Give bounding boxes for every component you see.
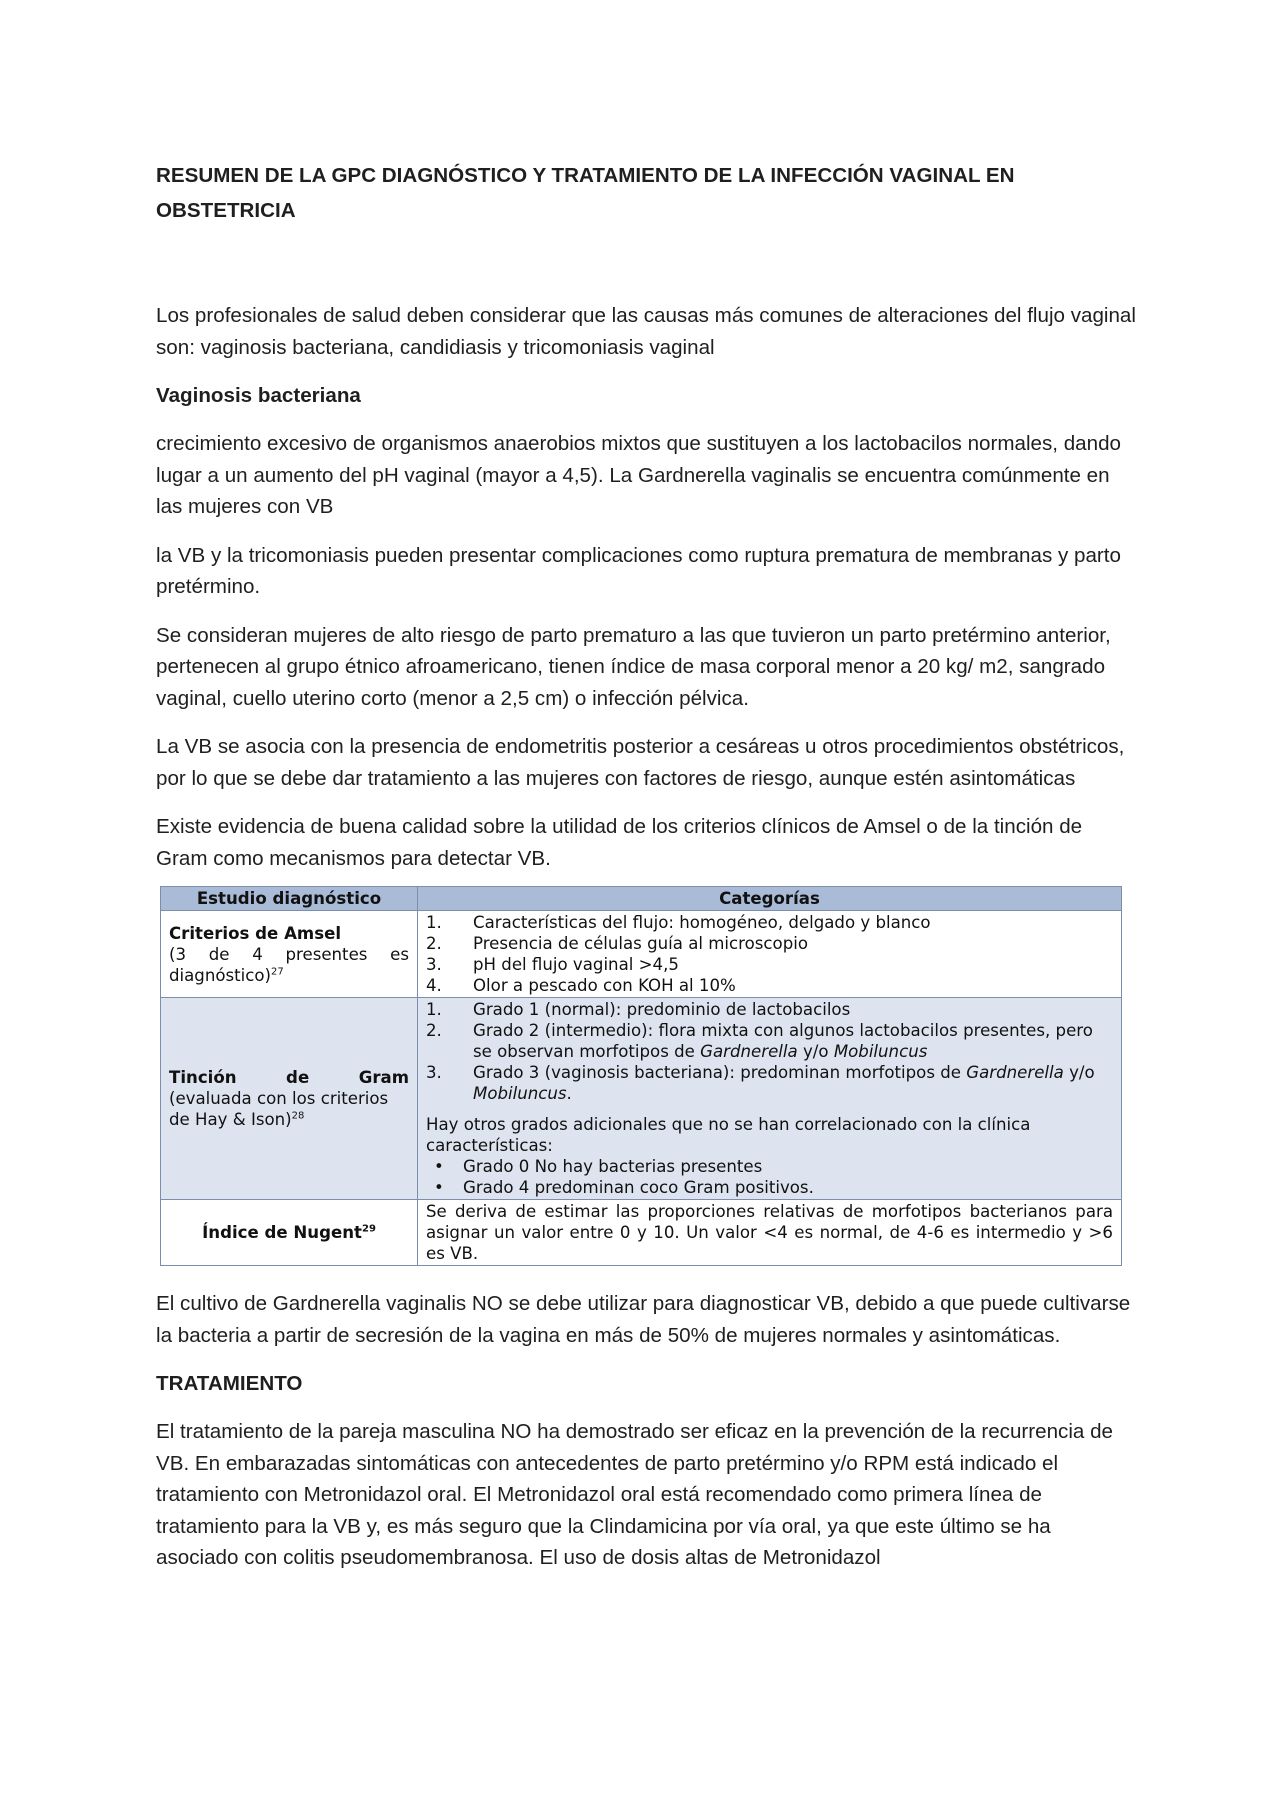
intro-paragraph: Los profesionales de salud deben considerar que las causas más comunes de alteraciones del flujo vaginal son: vaginosis bacteriana, candidiasis y tricomoniasis vaginal xyxy=(156,304,1136,359)
item-number: 3. xyxy=(426,955,442,974)
table-row-amsel xyxy=(161,911,1122,998)
item-text-part: Grado 3 (vaginosis bacteriana): predominan morfotipos de xyxy=(473,1063,967,1082)
vb-paragraph-4: La VB se asocia con la presencia de endometritis posterior a cesáreas u otros procedimientos obstétricos, por lo que se debe dar tratamiento a las mujeres con factores de riesgo, aunque estén asintomáticas xyxy=(156,735,1125,790)
list-item xyxy=(426,1062,1113,1104)
vb-paragraph-3: Se consideran mujeres de alto riesgo de parto prematuro a las que tuvieron un parto pretérmino anterior, pertenecen al grupo étnico afroamericano, tienen índice de masa corporal menor a 20 kg/ m2, sangrado vaginal, cuello uterino corto (menor a 2,5 cm) o infección pélvica. xyxy=(156,623,1111,710)
table-header-categories: Categorías xyxy=(418,887,1122,911)
table-header-study: Estudio diagnóstico xyxy=(161,887,418,911)
list-item xyxy=(426,1020,1113,1062)
amsel-ref: 27 xyxy=(271,965,284,977)
nugent-name: Índice de Nugent xyxy=(202,1223,362,1242)
item-text-part: . xyxy=(566,1084,572,1103)
amsel-note-text: (3 de 4 presentes es diagnóstico) xyxy=(169,944,409,985)
item-text-italic: Gardnerella xyxy=(700,1042,798,1061)
list-item xyxy=(426,933,1113,954)
treatment-paragraph: El tratamiento de la pareja masculina NO ha demostrado ser eficaz en la prevención de la recurrencia de VB. En embarazadas sintomáticas con antecedentes de parto pretérmino y/o RPM está indicado el tratamiento con Metronidazol oral. El Metronidazol oral está recomendado como primera línea de tratamiento para la VB y, es más seguro que la Clindamicina por vía oral, ya que este último se ha asociado con colitis pseudomembranosa. El uso de dosis altas de Metronidazol xyxy=(156,1420,1113,1569)
item-text: Olor a pescado con KOH al 10% xyxy=(473,976,736,995)
diagnostic-table-wrapper xyxy=(160,886,1136,1266)
amsel-items-cell xyxy=(418,911,1122,998)
list-item xyxy=(426,954,1113,975)
amsel-label-cell xyxy=(161,911,418,998)
item-text-italic: Gardnerella xyxy=(966,1063,1064,1082)
list-item xyxy=(426,999,1113,1020)
nugent-text: Se deriva de estimar las proporciones relativas de morfotipos bacterianos para asignar un valor entre 0 y 10. Un valor <4 es normal, de 4-6 es intermedio y >6 es VB. xyxy=(418,1200,1122,1266)
gram-note-text: (evaluada con los criterios de Hay & Ison) xyxy=(169,1089,389,1129)
gram-name: Tinción de Gram xyxy=(169,1068,409,1087)
bullet-icon: • xyxy=(434,1178,444,1197)
gram-items-cell xyxy=(418,998,1122,1200)
table-row-nugent xyxy=(161,1200,1122,1266)
amsel-name: Criterios de Amsel xyxy=(169,923,342,943)
item-text: Grado 1 (normal): predominio de lactobacilos xyxy=(473,1000,851,1019)
item-text: Características del flujo: homogéneo, delgado y blanco xyxy=(473,913,931,932)
section-heading-treatment: TRATAMIENTO xyxy=(156,1372,303,1395)
gram-bullets xyxy=(426,1156,1113,1198)
amsel-list xyxy=(426,912,1113,996)
table-header-row xyxy=(161,887,1122,911)
vb-paragraph-2: la VB y la tricomoniasis pueden presentar complicaciones como ruptura prematura de membranas y parto pretérmino. xyxy=(156,543,1121,598)
nugent-label-cell xyxy=(161,1200,418,1266)
title-spacer xyxy=(156,228,1136,300)
gram-note xyxy=(169,1088,409,1130)
item-text-italic: Mobiluncus xyxy=(473,1084,567,1103)
gram-list xyxy=(426,999,1113,1104)
item-text: Presencia de células guía al microscopio xyxy=(473,934,808,953)
item-number: 3. xyxy=(426,1063,442,1082)
nugent-ref: 29 xyxy=(362,1223,376,1235)
vb-paragraph-1: crecimiento excesivo de organismos anaerobios mixtos que sustituyen a los lactobacilos normales, dando lugar a un aumento del pH vaginal (mayor a 4,5). La Gardnerella vaginalis se encuentra comúnmente en las mujeres con VB xyxy=(156,432,1121,518)
gram-extra-note: Hay otros grados adicionales que no se han correlacionado con la clínica características: xyxy=(426,1115,1031,1155)
item-text: pH del flujo vaginal >4,5 xyxy=(473,955,679,974)
item-text xyxy=(473,1062,1113,1104)
item-number: 2. xyxy=(426,934,442,953)
list-item xyxy=(426,912,1113,933)
document-title: RESUMEN DE LA GPC DIAGNÓSTICO Y TRATAMIENTO DE LA INFECCIÓN VAGINAL EN OBSTETRICIA xyxy=(156,164,1015,222)
item-number: 2. xyxy=(426,1021,442,1040)
item-number: 4. xyxy=(426,976,442,995)
table-row-gram xyxy=(161,998,1122,1200)
gram-ref: 28 xyxy=(291,1110,305,1122)
diagnostic-table xyxy=(160,886,1122,1266)
bullet-icon: • xyxy=(434,1157,444,1176)
culture-paragraph: El cultivo de Gardnerella vaginalis NO se debe utilizar para diagnosticar VB, debido a que puede cultivarse la bacteria a partir de secresión de la vagina en más de 50% de mujeres normales y asintomáticas. xyxy=(156,1292,1131,1347)
item-text: Grado 4 predominan coco Gram positivos. xyxy=(463,1178,814,1197)
list-item xyxy=(426,1177,1113,1198)
item-text xyxy=(473,1020,1113,1062)
item-text-part: y/o xyxy=(1063,1063,1095,1082)
item-number: 1. xyxy=(426,1000,442,1019)
list-item xyxy=(426,975,1113,996)
amsel-note xyxy=(169,944,409,986)
item-text-part: Grado 2 (intermedio): flora mixta con algunos lactobacilos presentes, pero se observan morfotipos de xyxy=(473,1021,1093,1061)
gram-label-cell xyxy=(161,998,418,1200)
item-text-part: y/o xyxy=(797,1042,834,1061)
item-number: 1. xyxy=(426,913,442,932)
vb-paragraph-5: Existe evidencia de buena calidad sobre la utilidad de los criterios clínicos de Amsel o de la tinción de Gram como mecanismos para detectar VB. xyxy=(156,815,1083,870)
document-body xyxy=(156,158,1136,1591)
item-text-italic: Mobiluncus xyxy=(833,1042,928,1061)
section-heading-vaginosis: Vaginosis bacteriana xyxy=(156,384,361,407)
list-item xyxy=(426,1156,1113,1177)
item-text: Grado 0 No hay bacterias presentes xyxy=(463,1157,763,1176)
